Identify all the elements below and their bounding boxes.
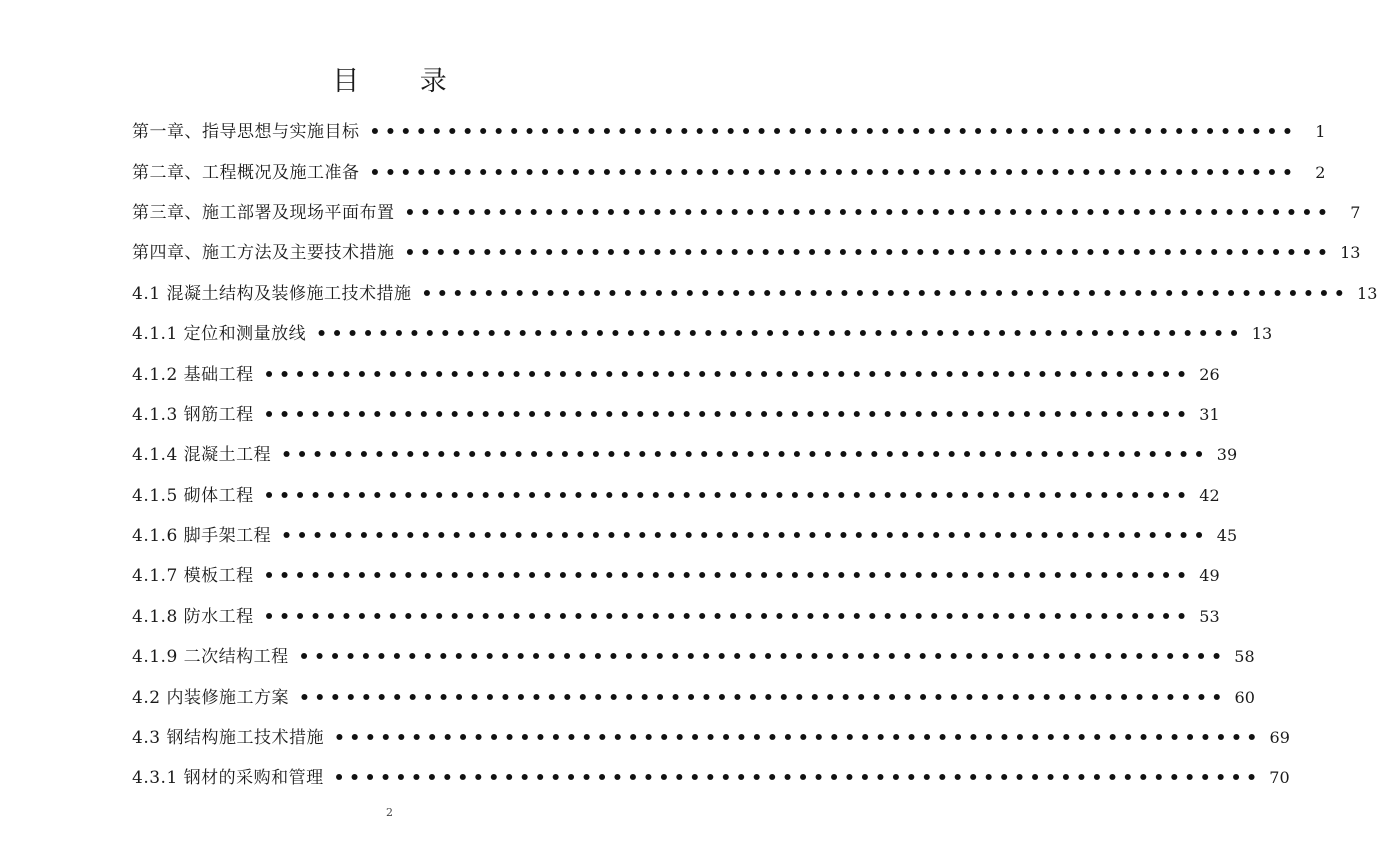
toc-entry[interactable]	[132, 758, 1290, 798]
toc-entry-page: 13	[1340, 243, 1361, 263]
toc-entry[interactable]	[132, 314, 1273, 354]
toc-entry-label: 4.1.6 脚手架工程	[132, 526, 272, 547]
toc-entry[interactable]	[132, 152, 1326, 192]
toc-entry-page: 39	[1216, 445, 1238, 465]
toc-entry-page: 42	[1199, 485, 1220, 505]
toc-entry-label: 4.1.2 基础工程	[132, 364, 254, 385]
toc-entry-page: 26	[1199, 364, 1220, 384]
toc-entry-label: 4.1.1 定位和测量放线	[132, 324, 307, 345]
toc-entry[interactable]	[132, 395, 1220, 435]
toc-entry-page: 31	[1199, 404, 1220, 424]
toc-entry-label: 4.1.7 模板工程	[132, 566, 254, 587]
toc-dot-leader: ••••••••••••••••••••••••••••••••••••••••••••••••••••••••••••	[263, 404, 1192, 425]
toc-dot-leader: ••••••••••••••••••••••••••••••••••••••••••••••••••••••••••••	[263, 606, 1192, 627]
toc-dot-leader: ••••••••••••••••••••••••••••••••••••••••••••••••••••••••••••	[263, 566, 1192, 587]
toc-entry-label: 4.1 混凝土结构及装修施工技术措施	[132, 283, 412, 304]
toc-entry-label: 4.1.3 钢筋工程	[132, 404, 254, 425]
toc-dot-leader: ••••••••••••••••••••••••••••••••••••••••••••••••••••••••••••	[404, 202, 1333, 223]
toc-dot-leader: ••••••••••••••••••••••••••••••••••••••••••••••••••••••••••••	[333, 728, 1262, 749]
toc-entry-label: 第三章、施工部署及现场平面布置	[132, 202, 395, 223]
toc-dot-leader: ••••••••••••••••••••••••••••••••••••••••••••••••••••••••••••	[298, 687, 1227, 708]
toc-entry-label: 4.1.4 混凝土工程	[132, 445, 272, 466]
page-number: 2	[386, 806, 393, 819]
toc-dot-leader: ••••••••••••••••••••••••••••••••••••••••••••••••••••••••••••	[421, 283, 1350, 304]
toc-dot-leader: ••••••••••••••••••••••••••••••••••••••••••••••••••••••••••••	[369, 122, 1298, 143]
toc-entry-page: 13	[1357, 283, 1377, 303]
toc-entry[interactable]	[132, 597, 1220, 637]
toc-list	[132, 112, 1377, 799]
toc-entry-page: 13	[1251, 324, 1273, 344]
toc-entry-label: 4.2 内装修施工方案	[132, 687, 289, 708]
toc-dot-leader: ••••••••••••••••••••••••••••••••••••••••••••••••••••••••••••	[333, 768, 1262, 789]
toc-entry-page: 53	[1199, 606, 1220, 626]
toc-entry-label: 4.3.1 钢材的采购和管理	[132, 768, 324, 789]
toc-dot-leader: ••••••••••••••••••••••••••••••••••••••••••••••••••••••••••••	[369, 162, 1298, 183]
toc-entry-label: 4.1.8 防水工程	[132, 606, 254, 627]
toc-entry-page: 1	[1315, 122, 1326, 142]
toc-entry-page: 58	[1234, 647, 1255, 667]
toc-entry-page: 70	[1269, 768, 1290, 788]
toc-title: 目 录	[332, 66, 473, 97]
toc-entry-page: 2	[1315, 162, 1326, 182]
toc-entry-page: 7	[1350, 202, 1361, 222]
toc-entry-label: 第二章、工程概况及施工准备	[132, 162, 360, 183]
toc-dot-leader: ••••••••••••••••••••••••••••••••••••••••••••••••••••••••••••	[298, 647, 1227, 668]
toc-entry-label: 4.3 钢结构施工技术措施	[132, 728, 324, 749]
toc-entry-label: 第一章、指导思想与实施目标	[132, 122, 360, 143]
toc-entry-label: 4.1.5 砌体工程	[132, 485, 254, 506]
toc-entry[interactable]	[132, 354, 1220, 394]
toc-dot-leader: ••••••••••••••••••••••••••••••••••••••••••••••••••••••••••••	[263, 485, 1192, 506]
toc-entry-page: 69	[1269, 728, 1290, 748]
toc-entry[interactable]	[132, 637, 1255, 677]
toc-entry[interactable]	[132, 516, 1238, 556]
toc-entry[interactable]	[132, 112, 1326, 152]
toc-entry-page: 49	[1199, 566, 1220, 586]
toc-entry[interactable]	[132, 556, 1220, 596]
toc-entry-page: 45	[1216, 526, 1238, 546]
toc-entry[interactable]	[132, 718, 1290, 758]
toc-entry-label: 4.1.9 二次结构工程	[132, 647, 289, 668]
toc-dot-leader: ••••••••••••••••••••••••••••••••••••••••••••••••••••••••••••	[281, 526, 1210, 547]
toc-entry[interactable]	[132, 274, 1377, 314]
toc-entry[interactable]	[132, 435, 1238, 475]
toc-dot-leader: ••••••••••••••••••••••••••••••••••••••••••••••••••••••••••••	[281, 445, 1210, 466]
toc-entry-label: 第四章、施工方法及主要技术措施	[132, 243, 395, 264]
toc-entry[interactable]	[132, 233, 1361, 273]
toc-entry-page: 60	[1234, 687, 1255, 707]
toc-dot-leader: ••••••••••••••••••••••••••••••••••••••••••••••••••••••••••••	[404, 243, 1333, 264]
toc-entry[interactable]	[132, 677, 1255, 717]
toc-entry[interactable]	[132, 476, 1220, 516]
toc-dot-leader: ••••••••••••••••••••••••••••••••••••••••••••••••••••••••••••	[316, 324, 1245, 345]
toc-dot-leader: ••••••••••••••••••••••••••••••••••••••••••••••••••••••••••••	[263, 364, 1192, 385]
toc-entry[interactable]	[132, 193, 1361, 233]
